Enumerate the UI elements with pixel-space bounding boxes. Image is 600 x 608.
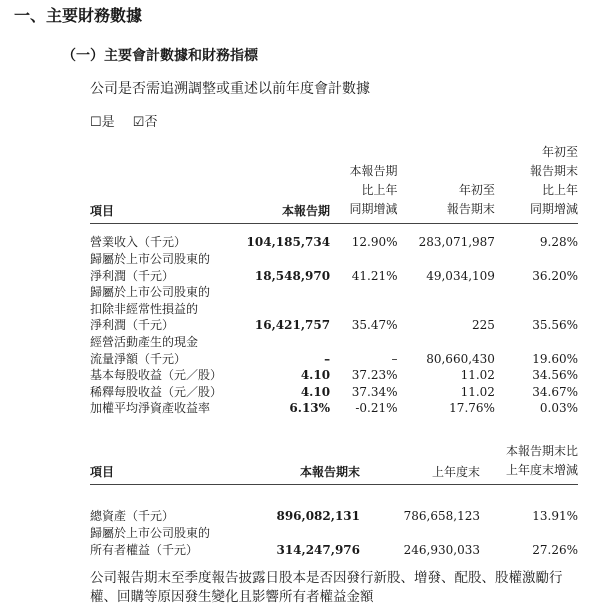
table-row bbox=[90, 251, 578, 284]
cell-yoy: 35.47% bbox=[351, 318, 398, 333]
cell-current: 4.10 bbox=[300, 368, 331, 383]
cell-current: 104,185,734 bbox=[246, 235, 331, 250]
table-row bbox=[90, 384, 578, 401]
section-title: 一、主要財務數據 bbox=[14, 6, 143, 25]
table-row bbox=[90, 334, 578, 367]
cell-ytd-yoy: 35.56% bbox=[532, 318, 578, 333]
restate-options bbox=[90, 111, 171, 130]
row-label: 總資產（千元） bbox=[90, 509, 175, 523]
row-label: 營業收入（千元） bbox=[90, 235, 187, 250]
row-label: 歸屬於上市公司股東的 淨利潤（千元） bbox=[90, 252, 211, 283]
cell-ytd-yoy: 19.60% bbox=[532, 351, 578, 366]
option-no: ☑否 bbox=[132, 115, 158, 130]
cell-ytd: 49,034,109 bbox=[426, 268, 495, 283]
row-label: 基本每股收益（元／股） bbox=[90, 368, 223, 383]
col-header-change: 本報告期末比 上年度末增減 bbox=[505, 444, 578, 477]
cell-ytd: 11.02 bbox=[460, 384, 495, 399]
table-row bbox=[90, 367, 578, 384]
row-label: 稀釋每股收益（元／股） bbox=[90, 384, 223, 399]
cell-ytd: 283,071,987 bbox=[418, 235, 495, 250]
cell-ytd-yoy: 34.56% bbox=[532, 368, 578, 383]
cell-ytd-yoy: 34.67% bbox=[532, 384, 578, 399]
row-label: 經營活動產生的現金 流量淨額（千元） bbox=[90, 334, 199, 366]
col-header-item: 項目 bbox=[90, 465, 115, 479]
cell-yoy: -0.21% bbox=[355, 401, 398, 416]
col-header-ytd-yoy: 年初至 報告期末 比上年 同期增減 bbox=[529, 145, 578, 216]
cell-last-year-end: 246,930,033 bbox=[403, 543, 480, 557]
cell-yoy: 41.21% bbox=[351, 268, 398, 283]
cell-ytd: 225 bbox=[472, 318, 495, 333]
row-label: 加權平均淨資產收益率 bbox=[90, 401, 211, 416]
section-subtitle: （一）主要會計數據和財務指標 bbox=[62, 48, 258, 64]
cell-last-year-end: 786,658,123 bbox=[403, 509, 480, 523]
col-header-yoy: 本報告期 比上年 同期增減 bbox=[349, 164, 398, 216]
cell-ytd: 80,660,430 bbox=[426, 351, 495, 366]
cell-change: 27.26% bbox=[532, 543, 578, 557]
col-header-last-year-end: 上年度末 bbox=[431, 465, 480, 479]
table-row bbox=[90, 503, 578, 525]
row-label: 歸屬於上市公司股東的 所有者權益（千元） bbox=[90, 526, 211, 557]
share-capital-note: 公司報告期末至季度報告披露日股本是否因發行新股、增發、配股、股權激勵行權、回購等原因發生變化且影響所有者權益金額 bbox=[90, 570, 563, 605]
table-row bbox=[90, 525, 578, 559]
cell-ytd-yoy: 0.03% bbox=[539, 401, 578, 416]
col-header-ytd: 年初至 報告期末 bbox=[446, 183, 495, 216]
cell-ytd-yoy: 36.20% bbox=[532, 268, 578, 283]
cell-current: 314,247,976 bbox=[276, 543, 360, 557]
cell-yoy: 37.34% bbox=[351, 384, 398, 399]
cell-yoy: – bbox=[391, 351, 398, 366]
cell-ytd: 11.02 bbox=[460, 368, 495, 383]
cell-ytd-yoy: 9.28% bbox=[539, 235, 578, 250]
col-header-current: 本報告期 bbox=[282, 204, 331, 218]
cell-yoy: 12.90% bbox=[351, 235, 398, 250]
balance-sheet-table bbox=[90, 442, 578, 559]
financial-indicators-table bbox=[90, 143, 578, 417]
table-row bbox=[90, 400, 578, 417]
table-row bbox=[90, 284, 578, 334]
row-label: 歸屬於上市公司股東的 扣除非經常性損益的 淨利潤（千元） bbox=[90, 285, 211, 333]
cell-current: 4.10 bbox=[300, 384, 331, 399]
cell-change: 13.91% bbox=[532, 509, 578, 523]
cell-current: – bbox=[324, 351, 331, 366]
cell-yoy: 37.23% bbox=[351, 368, 398, 383]
cell-current: 16,421,757 bbox=[254, 318, 331, 333]
cell-current: 896,082,131 bbox=[276, 509, 360, 523]
option-yes: ☐是 bbox=[90, 115, 115, 130]
cell-ytd: 17.76% bbox=[449, 401, 495, 416]
col-header-item: 項目 bbox=[90, 204, 115, 218]
cell-current: 6.13% bbox=[289, 401, 331, 416]
col-header-current-end: 本報告期末 bbox=[299, 465, 360, 479]
table-row bbox=[90, 230, 578, 251]
restate-question: 公司是否需追溯調整或重述以前年度會計數據 bbox=[90, 81, 370, 97]
cell-current: 18,548,970 bbox=[254, 268, 331, 283]
